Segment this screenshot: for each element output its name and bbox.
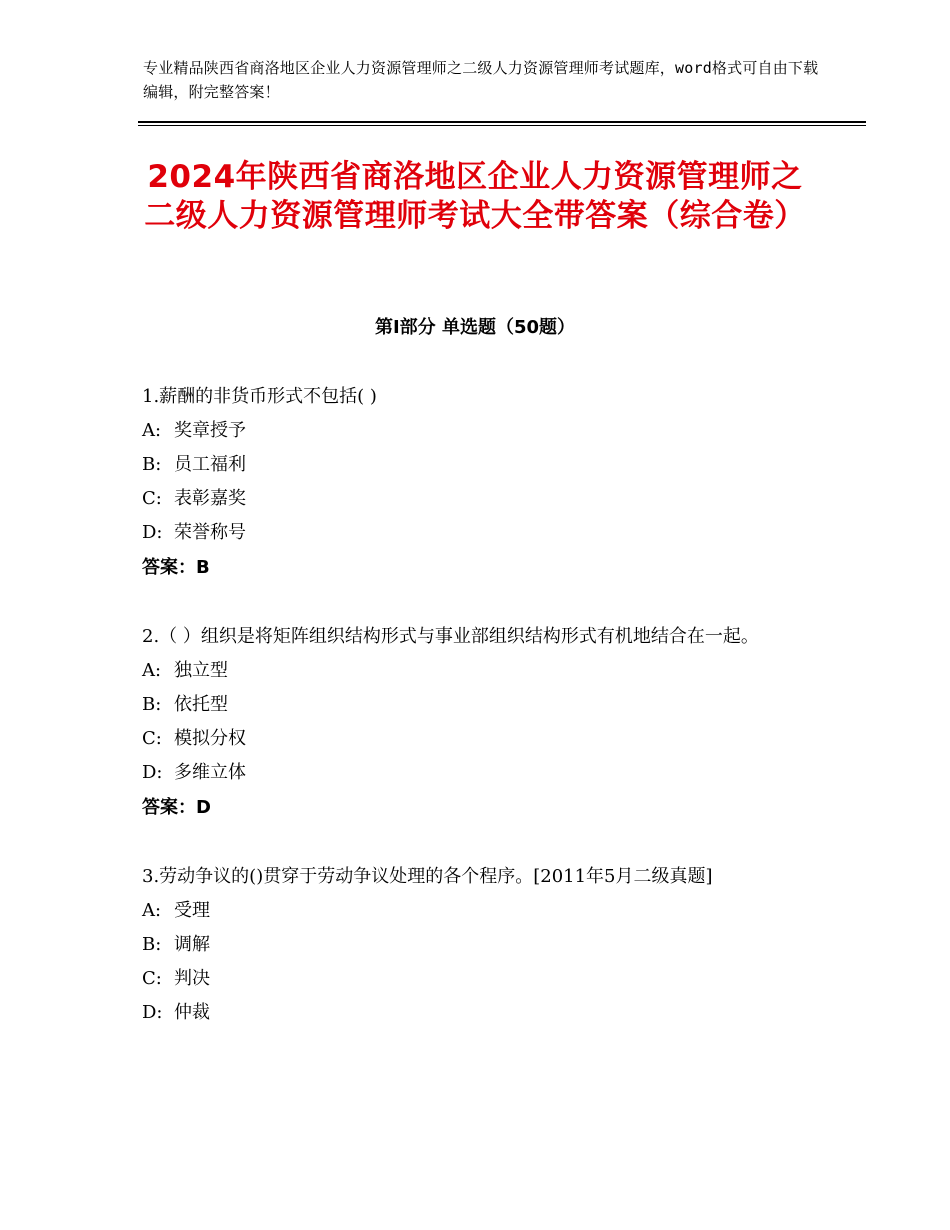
question-2 (142, 620, 810, 826)
option-key: A: (142, 900, 162, 921)
option-text: 表彰嘉奖 (174, 488, 246, 509)
option-text: 调解 (174, 934, 210, 955)
option-text: 员工福利 (174, 454, 246, 475)
option-c (142, 482, 810, 516)
answer-line: 答案：D (142, 797, 211, 818)
option-c (142, 722, 810, 756)
option-d (142, 996, 810, 1030)
option-text: 荣誉称号 (174, 522, 246, 543)
document-title: 2024年陕西省商洛地区企业人力资源管理师之二级人力资源管理师考试大全带答案（综合卷） (144, 159, 806, 234)
option-c (142, 962, 810, 996)
option-key: C: (142, 968, 162, 989)
question-1 (142, 380, 810, 586)
option-key: A: (142, 420, 162, 441)
option-b (142, 688, 810, 722)
option-text: 多维立体 (174, 762, 246, 783)
option-key: C: (142, 488, 162, 509)
option-list (142, 654, 810, 790)
header-note: 专业精品陕西省商洛地区企业人力资源管理师之二级人力资源管理师考试题库，word格式可自由下载编辑，附完整答案！ (143, 59, 819, 101)
option-key: C: (142, 728, 162, 749)
option-key: D: (142, 762, 163, 783)
option-b (142, 928, 810, 962)
option-d (142, 516, 810, 550)
option-list (142, 414, 810, 550)
option-list (142, 894, 810, 1030)
question-stem: 2.（ ）组织是将矩阵组织结构形式与事业部组织结构形式有机地结合在一起。 (142, 626, 759, 647)
option-text: 判决 (174, 968, 210, 989)
option-key: B: (142, 694, 162, 715)
section-heading: 第Ⅰ部分 单选题（50题） (374, 317, 575, 338)
option-b (142, 448, 810, 482)
question-3 (142, 860, 810, 1030)
option-text: 模拟分权 (174, 728, 246, 749)
option-text: 独立型 (174, 660, 228, 681)
option-key: D: (142, 522, 163, 543)
header-rule-thin (138, 125, 866, 126)
option-d (142, 756, 810, 790)
option-key: D: (142, 1002, 163, 1023)
option-text: 仲裁 (174, 1002, 210, 1023)
option-text: 奖章授予 (174, 420, 246, 441)
option-key: B: (142, 454, 162, 475)
header-rule-thick (138, 121, 866, 123)
question-list (142, 380, 810, 1030)
question-stem: 3.劳动争议的()贯穿于劳动争议处理的各个程序。[2011年5月二级真题] (142, 866, 713, 887)
option-a (142, 414, 810, 448)
option-key: B: (142, 934, 162, 955)
option-text: 依托型 (174, 694, 228, 715)
question-stem: 1.薪酬的非货币形式不包括( ) (142, 386, 377, 407)
option-key: A: (142, 660, 162, 681)
answer-line: 答案：B (142, 557, 210, 578)
option-a (142, 654, 810, 688)
option-text: 受理 (174, 900, 210, 921)
option-a (142, 894, 810, 928)
